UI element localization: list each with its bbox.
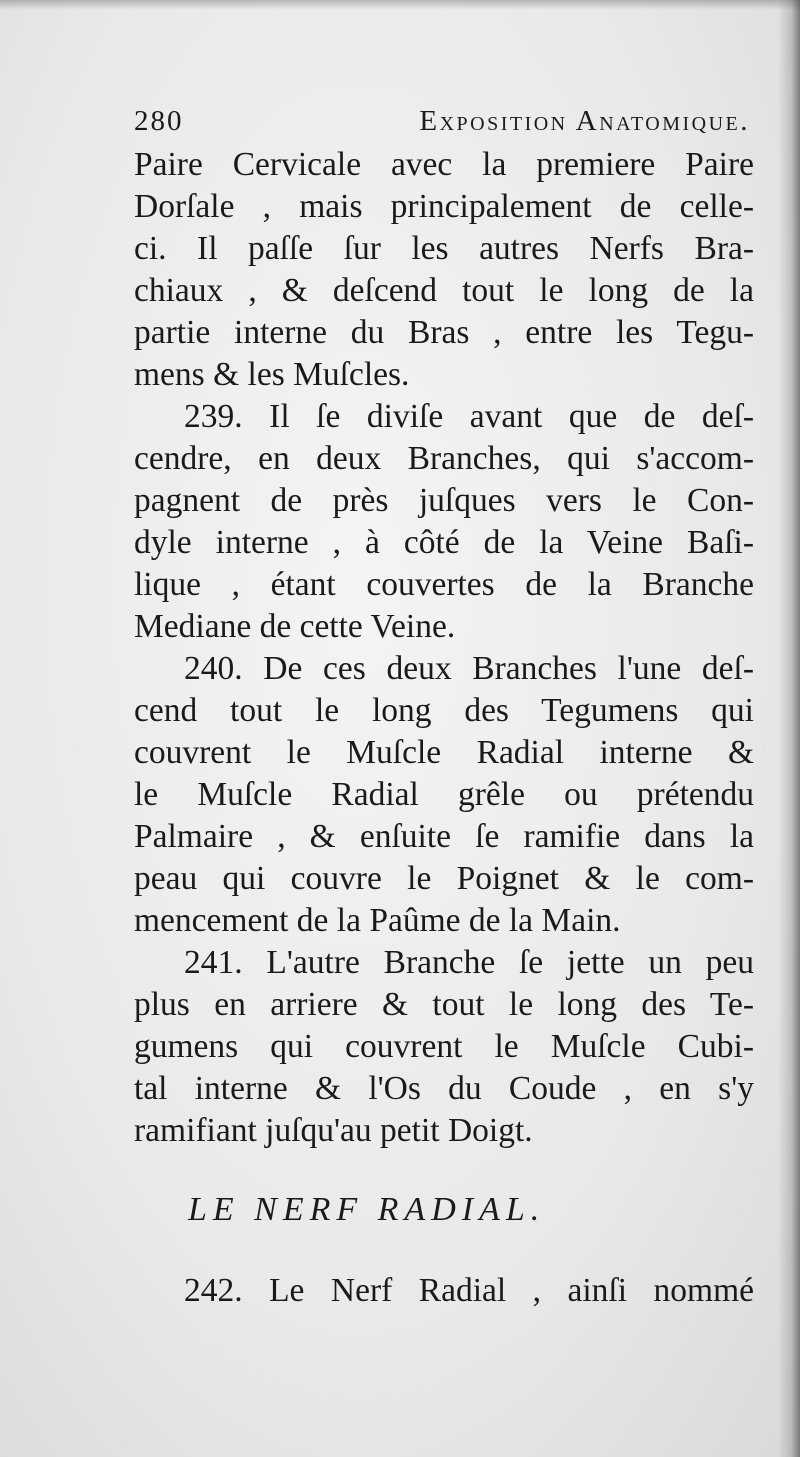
paragraph-241-start: 241. L'autre Branche ſe jette un peu (184, 944, 754, 981)
section-heading: LE NERF RADIAL. (188, 1191, 546, 1228)
text-line: Dorſale , mais principalement de celle- (134, 188, 754, 225)
page-top-shadow (0, 0, 800, 10)
text-line: Paire Cervicale avec la premiere Paire (134, 146, 754, 183)
text-line: partie interne du Bras , entre les Tegu- (134, 314, 754, 351)
text-line: couvrent le Muſcle Radial interne & (134, 734, 754, 771)
page-number: 280 (134, 105, 184, 137)
paragraph-242-start: 242. Le Nerf Radial , ainſi nommé (184, 1272, 754, 1309)
text-line: mencement de la Paûme de la Main. (134, 902, 621, 939)
running-title: Exposition Anatomique. (419, 105, 750, 137)
paragraph-240-start: 240. De ces deux Branches l'une deſ- (184, 650, 754, 687)
text-line: lique , étant couvertes de la Branche (134, 566, 754, 603)
text-line: mens & les Muſcles. (134, 356, 410, 393)
text-line: pagnent de près juſques vers le Con- (134, 482, 754, 519)
text-line: le Muſcle Radial grêle ou prétendu (134, 776, 754, 813)
text-line: ramifiant juſqu'au petit Doigt. (134, 1112, 533, 1149)
paragraph-239-start: 239. Il ſe diviſe avant que de deſ- (184, 398, 754, 435)
text-line: dyle interne , à côté de la Veine Baſi- (134, 524, 754, 561)
text-line: tal interne & l'Os du Coude , en s'y (134, 1070, 754, 1107)
text-line: Palmaire , & enſuite ſe ramifie dans la (134, 818, 754, 855)
text-line: gumens qui couvrent le Muſcle Cubi- (134, 1028, 754, 1065)
text-block (134, 98, 754, 1312)
text-line: peau qui couvre le Poignet & le com- (134, 860, 754, 897)
running-head (134, 98, 750, 144)
page-gutter-shadow (778, 0, 800, 1457)
text-line: Mediane de cette Veine. (134, 608, 456, 645)
text-line: cend tout le long des Tegumens qui (134, 692, 754, 729)
text-line: cendre, en deux Branches, qui s'accom- (134, 440, 754, 477)
text-line: ci. Il paſſe ſur les autres Nerfs Bra- (134, 230, 754, 267)
text-line: plus en arriere & tout le long des Te- (134, 986, 754, 1023)
text-line: chiaux , & deſcend tout le long de la (134, 272, 754, 309)
